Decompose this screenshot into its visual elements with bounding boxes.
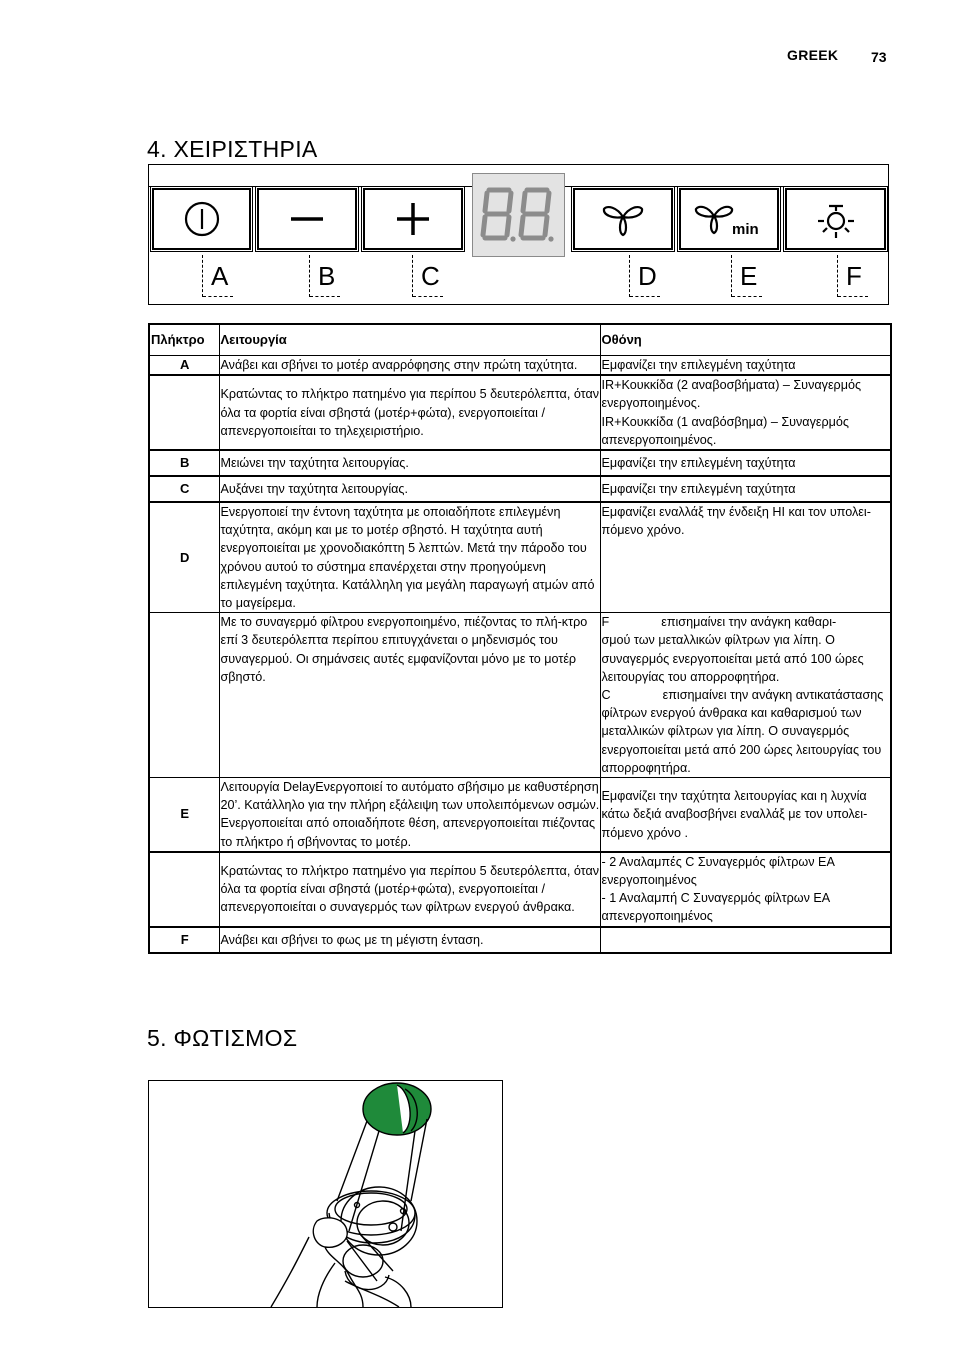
row-key [149,375,219,450]
row-display: Εμφανίζει την επιλεγμένη ταχύτητα [600,356,891,376]
header-key: Πλήκτρο [149,324,219,356]
fan-min-label: min [732,221,759,238]
key-f-light [785,188,886,250]
header-display: Οθόνη [600,324,891,356]
controls-table [148,323,892,954]
key-label-c: C [412,255,440,297]
row-display: Εμφανίζει την επιλεγμένη ταχύτητα [600,450,891,476]
row-function: Κρατώντας το πλήκτρο πατημένο για περίπου 5 δευτερόλεπτα, όταν όλα τα φορτία είναι σβηστά (μοτέρ+φώτα), ενεργοποιείται / απενεργοποιείται ο συναγερμός των φίλτρων ενεργού άνθρακα. [219,852,600,927]
digit-display [472,173,565,257]
section-title-controls: 4. ΧΕΙΡΙΣΤΗΡΙΑ [147,136,318,162]
row-function: Μειώνει την ταχύτητα λειτουργίας. [219,450,600,476]
key-c-plus [363,188,463,250]
table-row [149,375,891,450]
power-icon [182,199,222,239]
row-display: IR+Κουκκίδα (2 αναβοσβήματα) – Συναγερμός ενεργοποιημένος. IR+Κουκκίδα (1 αναβόσβημα) – Συναγερμός απενεργοποιημένος. [600,375,891,450]
table-row [149,356,891,376]
row-function: Λειτουργία DelayΕνεργοποιεί το αυτόματο σβήσιμο με καθυστέρηση 20’. Κατάλληλο για την πλήρη εξάλειψη των υπολειπόμενων οσμών. Ενεργοποιείται από οποιαδήποτε θέση, απενεργοποιείται πιέζοντας το πλήκτρο ή σβήνοντας το μοτέρ. [219,778,600,852]
section-title-lighting: 5. ΦΩΤΙΣΜΟΣ [147,1025,298,1051]
row-key: F [149,927,219,953]
fan-icon [601,199,645,239]
control-panel-diagram [148,164,889,305]
key-label-e: E [731,255,757,297]
row-key [149,613,219,778]
filter-letter-f: F [601,615,610,630]
fan-min-icon [694,199,764,239]
row-key: D [149,502,219,613]
row-function: Ενεργοποιεί την έντονη ταχύτητα με οποιαδήποτε επιλεγμένη ταχύτητα, ακόμη και με το μοτέρ σβηστό. Η ταχύτητα αυτή ενεργοποιείται με χρονοδιακόπτη 5 λεπτών. Μετά την πάροδο του χρόνου αυτού το σύστημα επανέρχεται στην προηγούμενη επιλεγμένη ταχύτητα. Κατάλληλη για μεγάλη παραγωγή ατμών από το μαγείρεμα. [219,502,600,613]
row-display: Εμφανίζει εναλλάξ την ένδειξη HI και τον υπολει-πόμενο χρόνο. [600,502,891,613]
key-label-f: F [837,255,862,297]
language-label: GREEK [787,47,839,63]
row-function: Αυξάνει την ταχύτητα λειτουργίας. [219,476,600,502]
row-display: Εμφανίζει την επιλεγμένη ταχύτητα [600,476,891,502]
table-row [149,476,891,502]
table-row [149,502,891,613]
minus-icon [287,199,327,239]
key-d-boost [573,188,673,250]
table-row [149,778,891,852]
table-row [149,852,891,927]
key-a-power [152,188,251,250]
row-display: Εμφανίζει την ταχύτητα λειτουργίας και η λυχνία κάτω δεξιά αναβοσβήνει εναλλάξ με τον υπολει-πόμενο χρόνο . [600,778,891,852]
bulb-drawing [149,1081,502,1307]
filter-f-text: επισημαίνει την ανάγκη καθαρι- [661,615,837,630]
table-row [149,613,891,778]
key-label-a: A [202,255,228,297]
row-function: Ανάβει και σβήνει το φως με τη μέγιστη ένταση. [219,927,600,953]
header-function: Λειτουργία [219,324,600,356]
key-b-minus [257,188,357,250]
table-header-row [149,324,891,356]
key-e-delay [679,188,779,250]
row-function: Με το συναγερμό φίλτρου ενεργοποιημένο, πιέζοντας το πλή-κτρο επί 3 δευτερόλεπτα περίπου επιτυγχάνεται ο μηδενισμός του συναγερμού. Οι σημάνσεις αυτές εμφανίζονται μόνο με το μοτέρ σβηστό. [219,613,600,778]
filter-c-text: επισημαίνει την ανάγκη αντικατάστασης φίλτρων ενεργού άνθρακα και καθαρισμού των μεταλλικών φίλτρων για λίπη. Ο συναγερμός ενεργοποιείται μετά από 200 ώρες λειτουργίας του απορροφητήρα. [601,688,884,775]
bulb-replacement-illustration [148,1080,503,1308]
page-number: 73 [871,49,887,65]
row-function: Κρατώντας το πλήκτρο πατημένο για περίπου 5 δευτερόλεπτα, όταν όλα τα φορτία είναι σβηστά (μοτέρ+φώτα), ενεργοποιείται / απενεργοποιείται το τηλεχειριστήριο. [219,375,600,450]
plus-icon [393,199,433,239]
row-key: E [149,778,219,852]
table-row [149,927,891,953]
row-display [600,927,891,953]
table-row [149,450,891,476]
light-icon [814,197,858,241]
seven-segment-digits [473,174,564,256]
filter-letter-c: C [601,688,611,703]
row-display-filter-alarms [600,613,891,778]
row-key [149,852,219,927]
row-key: A [149,356,219,376]
row-key: C [149,476,219,502]
filter-f-rest: σμού των μεταλλικών φίλτρων για λίπη. Ο συναγερμός ενεργοποιείται μετά από 100 ώρες λειτουργίας του απορροφητήρα. [601,633,864,684]
key-label-d: D [629,255,657,297]
row-function: Ανάβει και σβήνει το μοτέρ αναρρόφησης στην πρώτη ταχύτητα. [219,356,600,376]
row-display: - 2 Αναλαμπές C Συναγερμός φίλτρων ΕΑ ενεργοποιημένος - 1 Αναλαμπή C Συναγερμός φίλτρων ΕΑ απενεργοποιημένος [600,852,891,927]
key-label-b: B [309,255,335,297]
row-key: B [149,450,219,476]
